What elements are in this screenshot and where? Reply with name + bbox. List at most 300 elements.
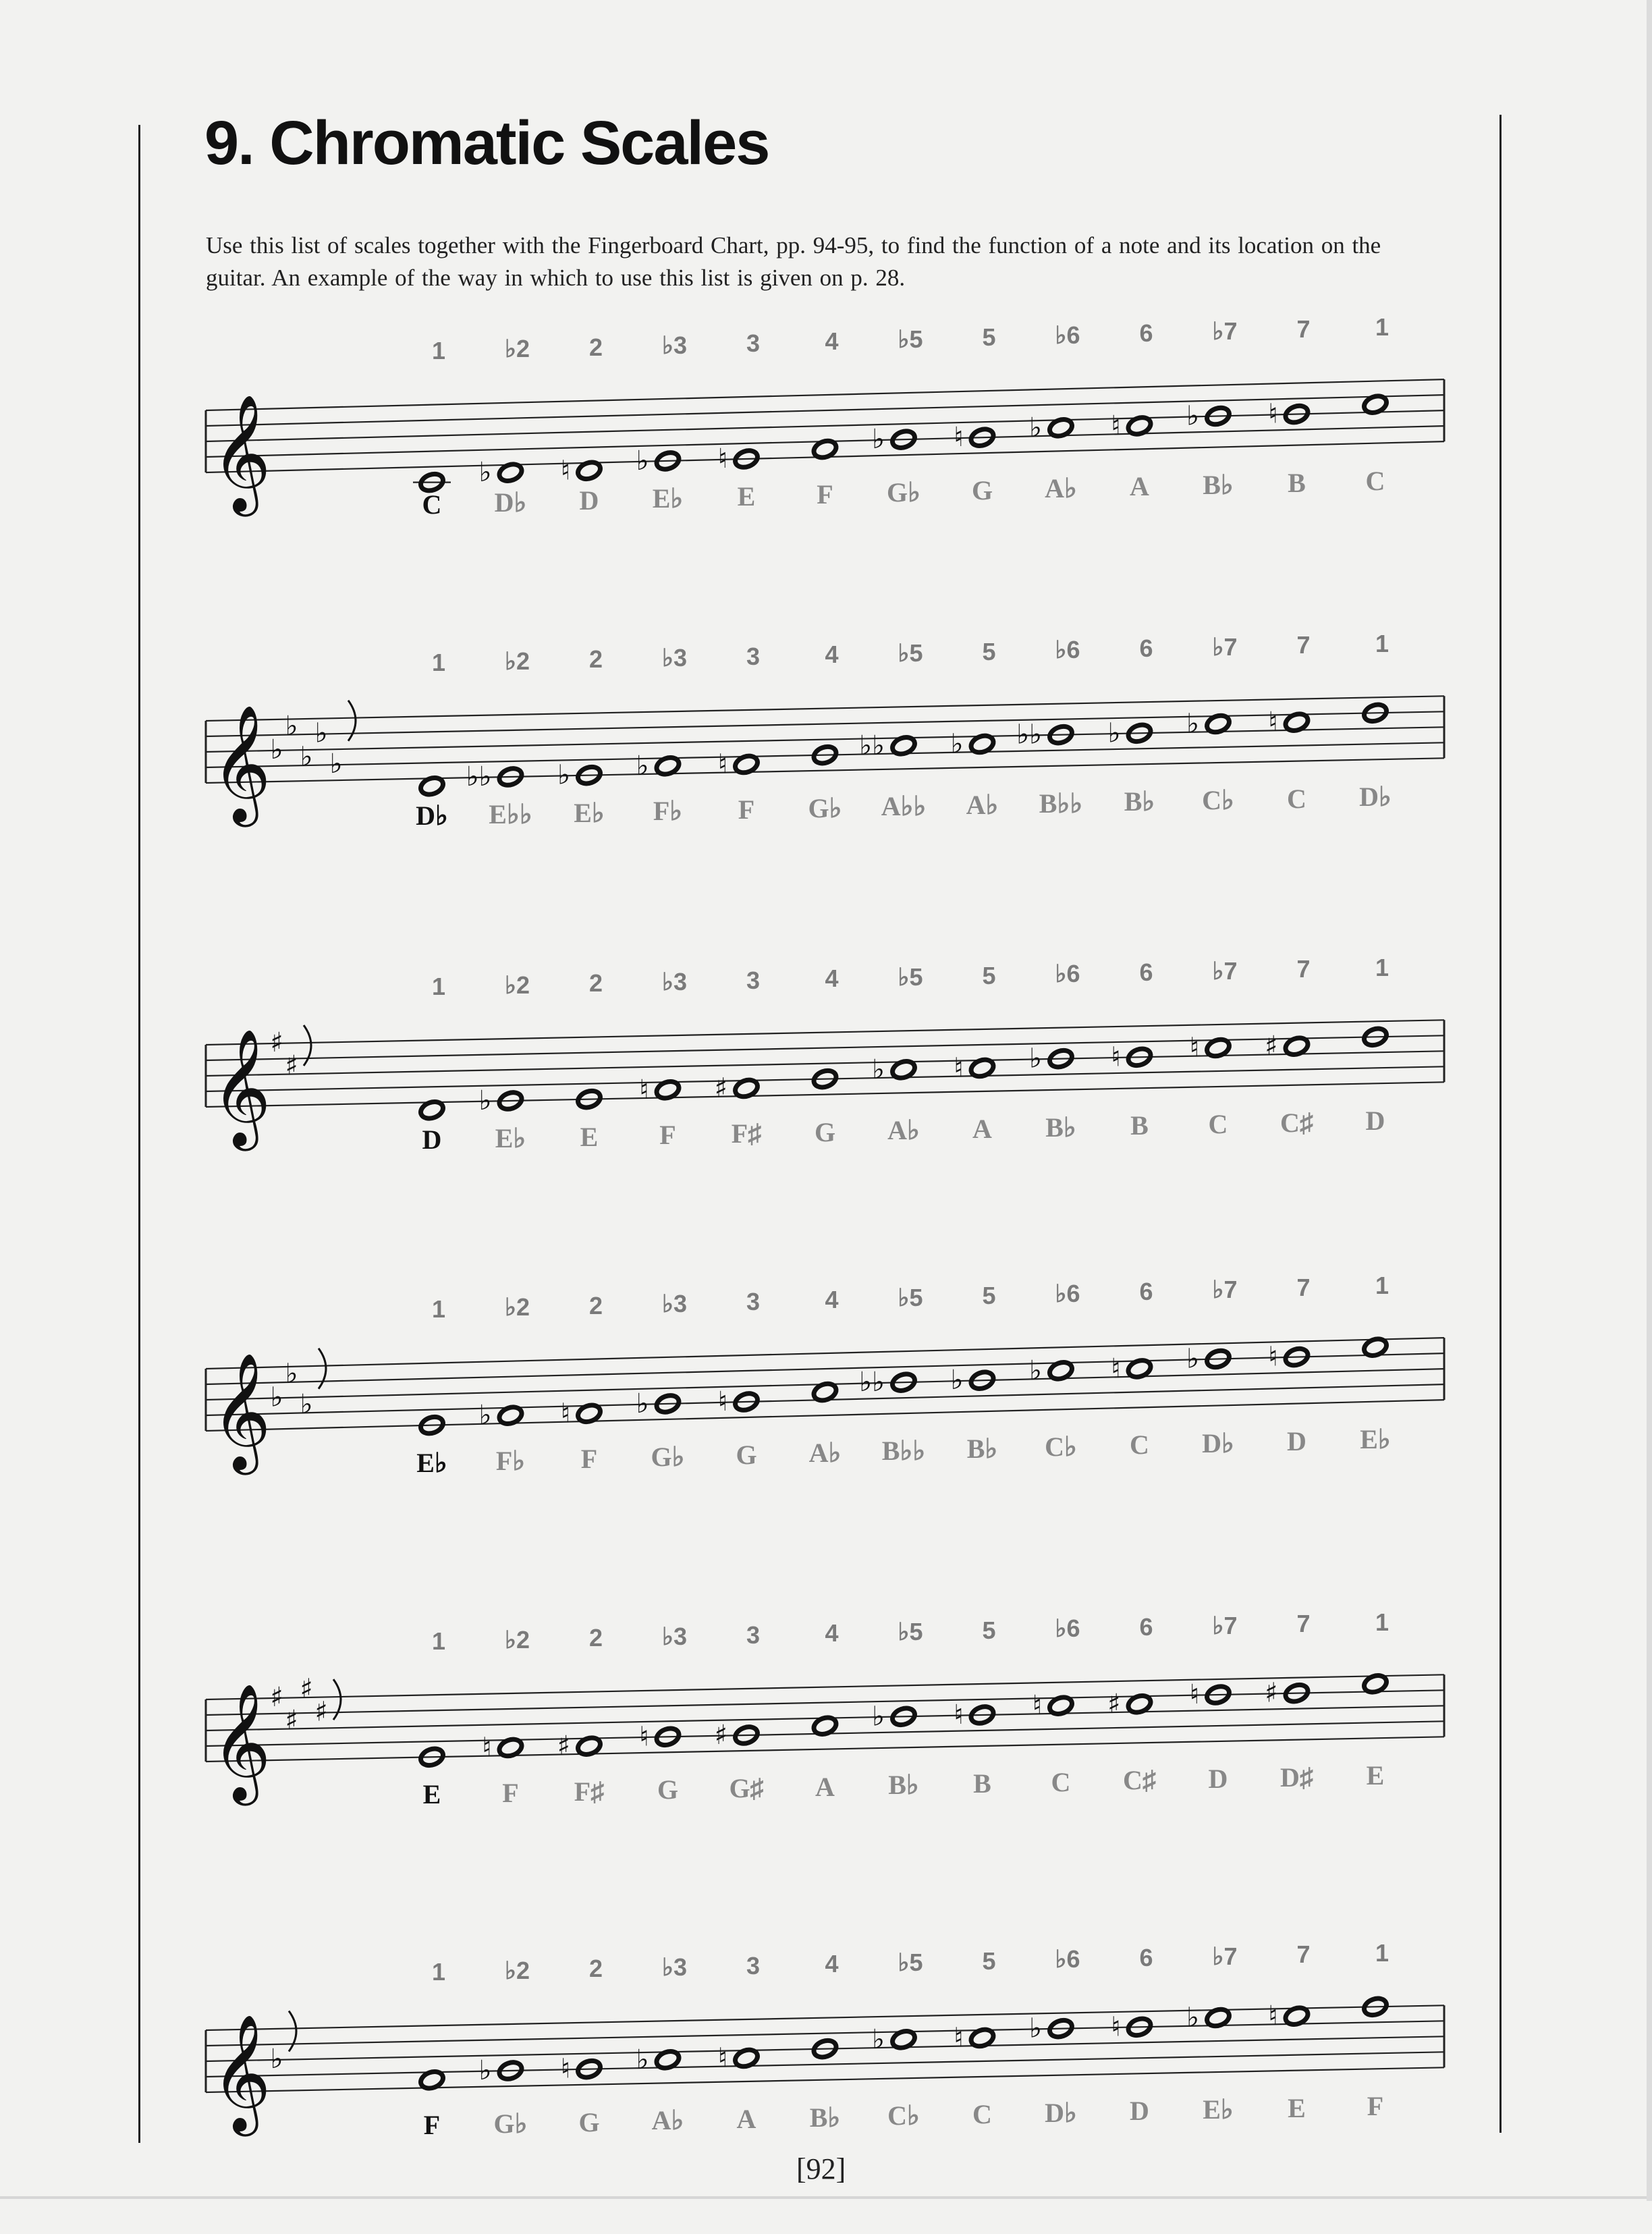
- whole-note: [954, 1052, 995, 1083]
- note-name: E♭: [1203, 2094, 1234, 2125]
- staff-line: [206, 1035, 1444, 1060]
- note-name: C♯: [1123, 1765, 1156, 1796]
- note-name: D♭: [1202, 1427, 1234, 1459]
- note-name: E♭: [495, 1122, 526, 1153]
- root-note-name: E♭: [416, 1447, 447, 1478]
- whole-note: [639, 1074, 681, 1106]
- note-name: F: [1367, 2091, 1384, 2122]
- key-signature-flat-icon: ♭: [285, 1358, 298, 1390]
- accidental-icon: ♭: [872, 424, 885, 456]
- accidental-icon: ♭: [872, 2023, 885, 2055]
- scale-degree-label: ♭6: [1055, 1280, 1080, 1308]
- staff-line: [206, 395, 1444, 426]
- note-name: E♭♭: [489, 798, 532, 829]
- whole-note: [1190, 1033, 1232, 1064]
- note-name: A♭: [651, 2105, 684, 2136]
- note-name: A: [736, 2103, 756, 2134]
- accidental-icon: ♭: [478, 1400, 492, 1432]
- note-name: C: [1208, 1109, 1228, 1139]
- note-name: E: [1288, 2092, 1306, 2123]
- whole-note: [1032, 1690, 1074, 1721]
- scale-degree-label: 1: [431, 1958, 446, 1986]
- scale-degree-label: 1: [431, 973, 446, 1001]
- accidental-icon: ♮: [1268, 2000, 1278, 2032]
- treble-clef-icon: 𝄞: [211, 1029, 271, 1146]
- scale-degree-label: 1: [1375, 630, 1389, 658]
- key-signature-flat-icon: ♭: [314, 717, 328, 749]
- scale-degree-label: ♭6: [1055, 1614, 1080, 1643]
- key-signature-sharp-icon: ♯: [270, 1027, 283, 1058]
- staff: [0, 1606, 1652, 1903]
- scale-degree-label: 1: [1375, 954, 1389, 982]
- accidental-icon: ♮: [1189, 1679, 1199, 1710]
- scale-degree-label: 7: [1296, 1274, 1311, 1302]
- staff-line: [206, 1737, 1444, 1762]
- scale-degree-label: 6: [1139, 1944, 1153, 1972]
- staff-line: [206, 696, 1444, 721]
- whole-note: [1029, 412, 1074, 443]
- note-name: F♯: [574, 1776, 605, 1807]
- accidental-icon: ♭: [950, 728, 964, 760]
- scale-degree-label: 5: [982, 961, 996, 989]
- staff-line: [206, 1020, 1444, 1045]
- accidental-icon: ♭: [636, 750, 649, 782]
- accidental-icon: ♭: [478, 2054, 492, 2086]
- note-name: C: [1051, 1766, 1071, 1797]
- note-name: B♭: [888, 1770, 919, 1801]
- scale-degree-label: ♭7: [1212, 632, 1238, 661]
- key-signature-sharp-icon: ♯: [270, 1681, 283, 1713]
- staff: [0, 1276, 1652, 1573]
- scale-degree-label: 1: [431, 1295, 446, 1324]
- scale-degree-label: 6: [1139, 1278, 1153, 1306]
- scale-degree-label: ♭2: [504, 1293, 530, 1322]
- accidental-icon: ♭: [1107, 717, 1121, 749]
- note-name: C♭: [1202, 785, 1234, 815]
- root-note-name: C: [422, 489, 442, 520]
- note-name: G♭: [887, 477, 920, 508]
- accidental-icon: ♭♭: [466, 761, 492, 792]
- scale-degree-label: ♭2: [504, 1625, 530, 1654]
- whole-note: [715, 1072, 760, 1104]
- scale-degree-label: 5: [982, 1946, 996, 1975]
- accidental-icon: ♮: [954, 422, 964, 454]
- scale-degree-label: 2: [588, 1291, 603, 1319]
- accidental-icon: ♭: [636, 1388, 649, 1419]
- accidental-icon: ♮: [1111, 1353, 1121, 1384]
- note-name: A: [972, 1113, 992, 1144]
- accidental-icon: ♮: [1268, 707, 1278, 738]
- accidental-icon: ♮: [1268, 1341, 1278, 1373]
- accidental-icon: ♯: [1265, 1031, 1278, 1062]
- scale-degree-label: ♭7: [1212, 1942, 1238, 1970]
- staff: [0, 628, 1652, 925]
- scale-block: [0, 952, 1652, 1249]
- key-signature-flat-icon: ♭: [285, 710, 298, 742]
- accidental-icon: ♭♭: [1016, 719, 1042, 751]
- note-name: G: [657, 1774, 679, 1805]
- note-name: A: [815, 1771, 835, 1802]
- note-name: C♯: [1280, 1107, 1313, 1138]
- accidental-icon: ♭: [636, 2044, 649, 2075]
- scale-degree-label: 3: [746, 1287, 761, 1315]
- note-name: B♭: [1124, 786, 1155, 817]
- accidental-icon: ♭: [1029, 1043, 1042, 1074]
- note-name: E♭: [652, 483, 684, 514]
- scale-degree-label: 1: [431, 1627, 446, 1656]
- note-name: B: [1130, 1110, 1149, 1141]
- scale-degree-label: 7: [1296, 1610, 1311, 1638]
- whole-note: [561, 455, 603, 486]
- scale-degree-label: 4: [825, 964, 839, 993]
- page-number: [92]: [796, 2152, 846, 2185]
- scale-degree-label: 4: [825, 1619, 839, 1647]
- scale-degree-label: ♭7: [1212, 956, 1238, 985]
- note-name: F♭: [495, 1445, 526, 1476]
- staff-line: [206, 1690, 1444, 1715]
- scale-degree-label: 2: [588, 333, 603, 361]
- scale-degree-label: ♭3: [661, 1289, 688, 1317]
- scale-degree-label: ♭7: [1212, 1276, 1238, 1304]
- treble-clef-icon: 𝄞: [211, 705, 271, 822]
- scale-degree-label: 3: [746, 966, 761, 994]
- note-name: D♭: [1359, 782, 1392, 813]
- note-name: C: [1130, 1429, 1149, 1461]
- scale-degree-label: ♭3: [661, 1953, 688, 1982]
- whole-note: [1111, 410, 1153, 441]
- whole-note: [1107, 1689, 1153, 1720]
- note-name: F♯: [731, 1118, 762, 1149]
- scale-degree-label: ♭5: [898, 1283, 923, 1311]
- accidental-icon: ♮: [639, 1074, 649, 1106]
- scale-degree-label: 1: [431, 337, 446, 365]
- note-name: D♭: [494, 487, 527, 518]
- whole-note: [557, 1731, 603, 1762]
- note-name: B♭: [966, 1434, 998, 1465]
- key-signature-sharp-icon: ♯: [285, 1050, 298, 1081]
- note-name: G: [814, 1116, 836, 1147]
- note-name: D: [1287, 1425, 1306, 1456]
- whole-note: [718, 2042, 760, 2073]
- scale-degree-label: 7: [1296, 631, 1311, 659]
- whole-note: [1268, 707, 1310, 738]
- accidental-icon: ♮: [560, 455, 570, 487]
- key-signature-bracket: [348, 701, 356, 741]
- accidental-icon: ♮: [717, 748, 727, 780]
- scale-degree-label: ♭6: [1055, 636, 1080, 664]
- whole-note: [1186, 709, 1232, 740]
- scale-degree-label: 5: [982, 1281, 996, 1309]
- scale-degree-label: ♭3: [661, 331, 688, 359]
- scale-degree-label: 5: [982, 637, 996, 665]
- note-name: D: [579, 485, 599, 516]
- accidental-icon: ♮: [1111, 2011, 1121, 2043]
- key-signature-bracket: [333, 1679, 341, 1720]
- page-title: 9. Chromatic Scales: [204, 109, 769, 178]
- staff-line: [206, 1338, 1444, 1369]
- accidental-icon: ♭: [872, 1054, 885, 1085]
- staff-line: [206, 711, 1444, 736]
- whole-note: [1265, 1031, 1310, 1062]
- accidental-icon: ♮: [1032, 1690, 1042, 1722]
- scale-degree-label: 2: [588, 1955, 603, 1983]
- treble-clef-icon: 𝄞: [211, 1353, 271, 1470]
- whole-note: [1029, 1355, 1074, 1386]
- note-name: F: [659, 1120, 676, 1151]
- note-name: G: [971, 475, 993, 506]
- staff-line: [206, 2005, 1444, 2030]
- scale-degree-label: 2: [588, 969, 603, 998]
- note-name: B♭: [809, 2102, 841, 2133]
- staff-line: [206, 1400, 1444, 1431]
- accidental-icon: ♭: [1186, 708, 1199, 740]
- staff-line: [206, 1353, 1444, 1384]
- accidental-icon: ♮: [1268, 398, 1278, 430]
- scale-degree-label: 4: [825, 1950, 839, 1978]
- scale-degree-label: 5: [982, 1616, 996, 1644]
- note-name: A♭: [808, 1438, 842, 1469]
- note-name: C♭: [887, 2100, 920, 2131]
- whole-note: [636, 751, 682, 782]
- accidental-icon: ♯: [714, 1072, 727, 1104]
- accidental-icon: ♭: [478, 457, 492, 489]
- root-note-name: E: [422, 1779, 441, 1810]
- whole-note: [872, 2024, 917, 2055]
- note-name: C: [972, 2098, 992, 2129]
- whole-note: [1111, 1353, 1153, 1384]
- note-name: D♯: [1280, 1762, 1313, 1793]
- scale-degree-label: 1: [1375, 1272, 1389, 1300]
- root-note-name: D♭: [416, 800, 448, 832]
- note-name: D: [1130, 2096, 1149, 2127]
- accidental-icon: ♭♭: [859, 1367, 885, 1398]
- scale-degree-label: 2: [588, 1624, 603, 1652]
- accidental-icon: ♮: [717, 1386, 727, 1417]
- scale-degree-label: 6: [1139, 1613, 1153, 1641]
- scale-degree-label: 3: [746, 1951, 761, 1980]
- note-name: F: [738, 794, 755, 825]
- scale-block: [0, 313, 1652, 614]
- whole-note: [1268, 2000, 1310, 2032]
- whole-note: [479, 457, 524, 488]
- scale-degree-label: 3: [746, 642, 761, 670]
- treble-clef-icon: 𝄞: [211, 2014, 271, 2131]
- key-signature-flat-icon: ♭: [270, 1382, 283, 1413]
- note-name: B♭♭: [1039, 788, 1083, 819]
- scale-block: [0, 1272, 1652, 1573]
- note-name: G♯: [729, 1772, 764, 1803]
- scale-block: [0, 1606, 1652, 1903]
- key-signature-flat-icon: ♭: [329, 748, 343, 780]
- scale-degree-label: ♭2: [504, 1956, 530, 1984]
- scale-degree-label: ♭7: [1212, 1611, 1238, 1639]
- key-signature-bracket: [289, 2011, 296, 2051]
- scale-degree-label: ♭3: [661, 644, 688, 672]
- scale-degree-label: 4: [825, 327, 839, 355]
- note-name: G♭: [493, 2108, 528, 2139]
- accidental-icon: ♭: [950, 1365, 964, 1396]
- key-signature-bracket: [319, 1348, 326, 1389]
- scale-degree-label: ♭2: [504, 971, 530, 999]
- whole-note: [951, 728, 996, 759]
- note-name: F: [817, 479, 833, 510]
- staff-line: [206, 2067, 1444, 2092]
- scale-degree-label: ♭7: [1212, 317, 1238, 346]
- note-name: A♭: [966, 789, 999, 820]
- scale-block: [0, 1937, 1652, 2234]
- accidental-icon: ♮: [954, 1052, 964, 1084]
- staff-line: [206, 410, 1444, 441]
- accidental-icon: ♮: [717, 2042, 727, 2074]
- scale-degree-label: 6: [1139, 958, 1153, 987]
- whole-note: [482, 1732, 524, 1763]
- accidental-icon: ♮: [1189, 1032, 1199, 1064]
- key-signature-sharp-icon: ♯: [300, 1673, 313, 1705]
- scale-degree-label: ♭5: [898, 325, 923, 353]
- scale-degree-label: ♭6: [1055, 321, 1080, 350]
- scale-degree-label: 1: [1375, 313, 1389, 342]
- whole-note: [954, 2022, 995, 2053]
- staff-line: [206, 379, 1444, 410]
- accidental-icon: ♮: [954, 2022, 964, 2054]
- accidental-icon: ♭: [1186, 1343, 1199, 1375]
- scale-degree-label: 1: [431, 649, 446, 677]
- key-signature-flat-icon: ♭: [270, 2043, 283, 2075]
- note-name: E: [580, 1121, 599, 1152]
- key-signature-flat-icon: ♭: [300, 741, 313, 773]
- scale-block: [0, 628, 1652, 925]
- scale-degree-label: 7: [1296, 315, 1311, 344]
- note-name: G: [578, 2106, 600, 2137]
- note-name: F: [502, 1777, 519, 1808]
- accidental-icon: ♮: [954, 1699, 964, 1731]
- note-name: C: [1365, 465, 1385, 496]
- accidental-icon: ♭: [872, 1701, 885, 1733]
- accidental-icon: ♮: [560, 1398, 570, 1429]
- accidental-icon: ♭: [1186, 2002, 1199, 2034]
- accidental-icon: ♭♭: [859, 730, 885, 761]
- staff-line: [206, 1674, 1444, 1699]
- accidental-icon: ♭: [478, 1085, 492, 1116]
- accidental-icon: ♭: [557, 759, 570, 791]
- accidental-icon: ♭: [1029, 2013, 1042, 2044]
- scale-degree-label: 1: [1375, 1608, 1389, 1637]
- accidental-icon: ♯: [714, 1719, 727, 1751]
- scale-degree-label: 3: [746, 1620, 761, 1649]
- scale-degree-label: 3: [746, 329, 761, 357]
- note-name: B: [973, 1768, 991, 1799]
- scale-degree-label: ♭3: [661, 968, 688, 996]
- note-name: G♭: [808, 792, 842, 823]
- scale-degree-label: ♭5: [898, 639, 923, 668]
- key-signature-bracket: [304, 1025, 311, 1066]
- accidental-icon: ♯: [1265, 1677, 1278, 1709]
- accidental-icon: ♯: [1107, 1688, 1121, 1720]
- note-name: G♭: [651, 1441, 685, 1472]
- whole-note: [636, 2044, 682, 2075]
- scale-degree-label: ♭3: [661, 1623, 688, 1651]
- key-signature-flat-icon: ♭: [270, 734, 283, 765]
- note-name: A♭: [1045, 473, 1077, 504]
- note-name: E: [1366, 1760, 1385, 1791]
- note-name: B♭: [1203, 469, 1234, 500]
- accidental-icon: ♭: [636, 445, 649, 476]
- note-name: E: [737, 481, 756, 512]
- accidental-icon: ♭: [1029, 412, 1042, 443]
- note-name: A♭: [887, 1115, 920, 1146]
- scale-degree-label: 6: [1139, 634, 1153, 663]
- scale-degree-label: 2: [588, 645, 603, 674]
- note-name: A♭♭: [881, 791, 927, 822]
- whole-note: [718, 748, 760, 780]
- whole-note: [561, 1398, 603, 1429]
- root-note-name: F: [423, 2110, 441, 2141]
- scale-degree-label: 4: [825, 1285, 839, 1313]
- whole-note: [1186, 2003, 1232, 2034]
- accidental-icon: ♮: [717, 443, 727, 474]
- note-name: B: [1288, 467, 1306, 498]
- accidental-icon: ♮: [639, 1721, 649, 1753]
- scale-degree-label: 7: [1296, 955, 1311, 983]
- scale-degree-label: ♭5: [898, 963, 923, 991]
- treble-clef-icon: 𝄞: [211, 1683, 271, 1801]
- note-name: E♭: [1360, 1423, 1391, 1454]
- scale-degree-label: ♭2: [504, 647, 530, 675]
- staff: [0, 317, 1652, 614]
- scale-degree-label: 6: [1139, 319, 1153, 348]
- scale-degree-label: ♭5: [898, 1618, 923, 1646]
- staff: [0, 952, 1652, 1249]
- intro-paragraph: Use this list of scales together with the Fingerboard Chart, pp. 94-95, to find the function of a note and its location on the guitar. An example of the way in which to use this list is given on p. 28.: [206, 232, 1381, 291]
- accidental-icon: ♯: [557, 1731, 570, 1762]
- scale-degree-label: ♭6: [1055, 1945, 1080, 1973]
- note-name: D: [1365, 1106, 1385, 1137]
- note-name: G: [736, 1439, 757, 1470]
- staff: [0, 1937, 1652, 2234]
- scale-degree-label: ♭2: [504, 335, 530, 363]
- note-name: C♭: [1045, 1432, 1077, 1463]
- note-name: D♭: [1045, 2097, 1077, 2128]
- note-name: F: [580, 1443, 598, 1474]
- key-signature-sharp-icon: ♯: [285, 1704, 298, 1736]
- note-name: E♭: [574, 797, 605, 828]
- accidental-icon: ♮: [482, 1732, 492, 1764]
- scale-degree-label: 5: [982, 323, 996, 351]
- scale-degree-label: 7: [1296, 1940, 1311, 1969]
- accidental-icon: ♭: [1186, 400, 1199, 432]
- accidental-icon: ♮: [1111, 1041, 1121, 1073]
- note-name: F♭: [653, 796, 683, 827]
- whole-note: [859, 730, 917, 761]
- note-name: B♭♭: [881, 1436, 926, 1467]
- treble-clef-icon: 𝄞: [211, 394, 271, 512]
- scale-degree-label: ♭6: [1055, 960, 1080, 988]
- scale-degree-label: 1: [1375, 1939, 1389, 1967]
- accidental-icon: ♮: [1111, 410, 1121, 441]
- note-name: D: [1208, 1764, 1228, 1794]
- whole-note: [479, 1400, 524, 1431]
- whole-note: [872, 1054, 917, 1085]
- scale-degree-label: ♭5: [898, 1949, 923, 1977]
- note-name: B♭: [1045, 1112, 1076, 1143]
- accidental-icon: ♮: [560, 2053, 570, 2085]
- accidental-icon: ♭: [1029, 1355, 1042, 1386]
- note-name: A: [1130, 471, 1149, 502]
- key-signature-sharp-icon: ♯: [314, 1696, 328, 1728]
- scale-degree-label: 4: [825, 641, 839, 669]
- root-note-name: D: [422, 1124, 442, 1155]
- note-name: C: [1287, 783, 1306, 814]
